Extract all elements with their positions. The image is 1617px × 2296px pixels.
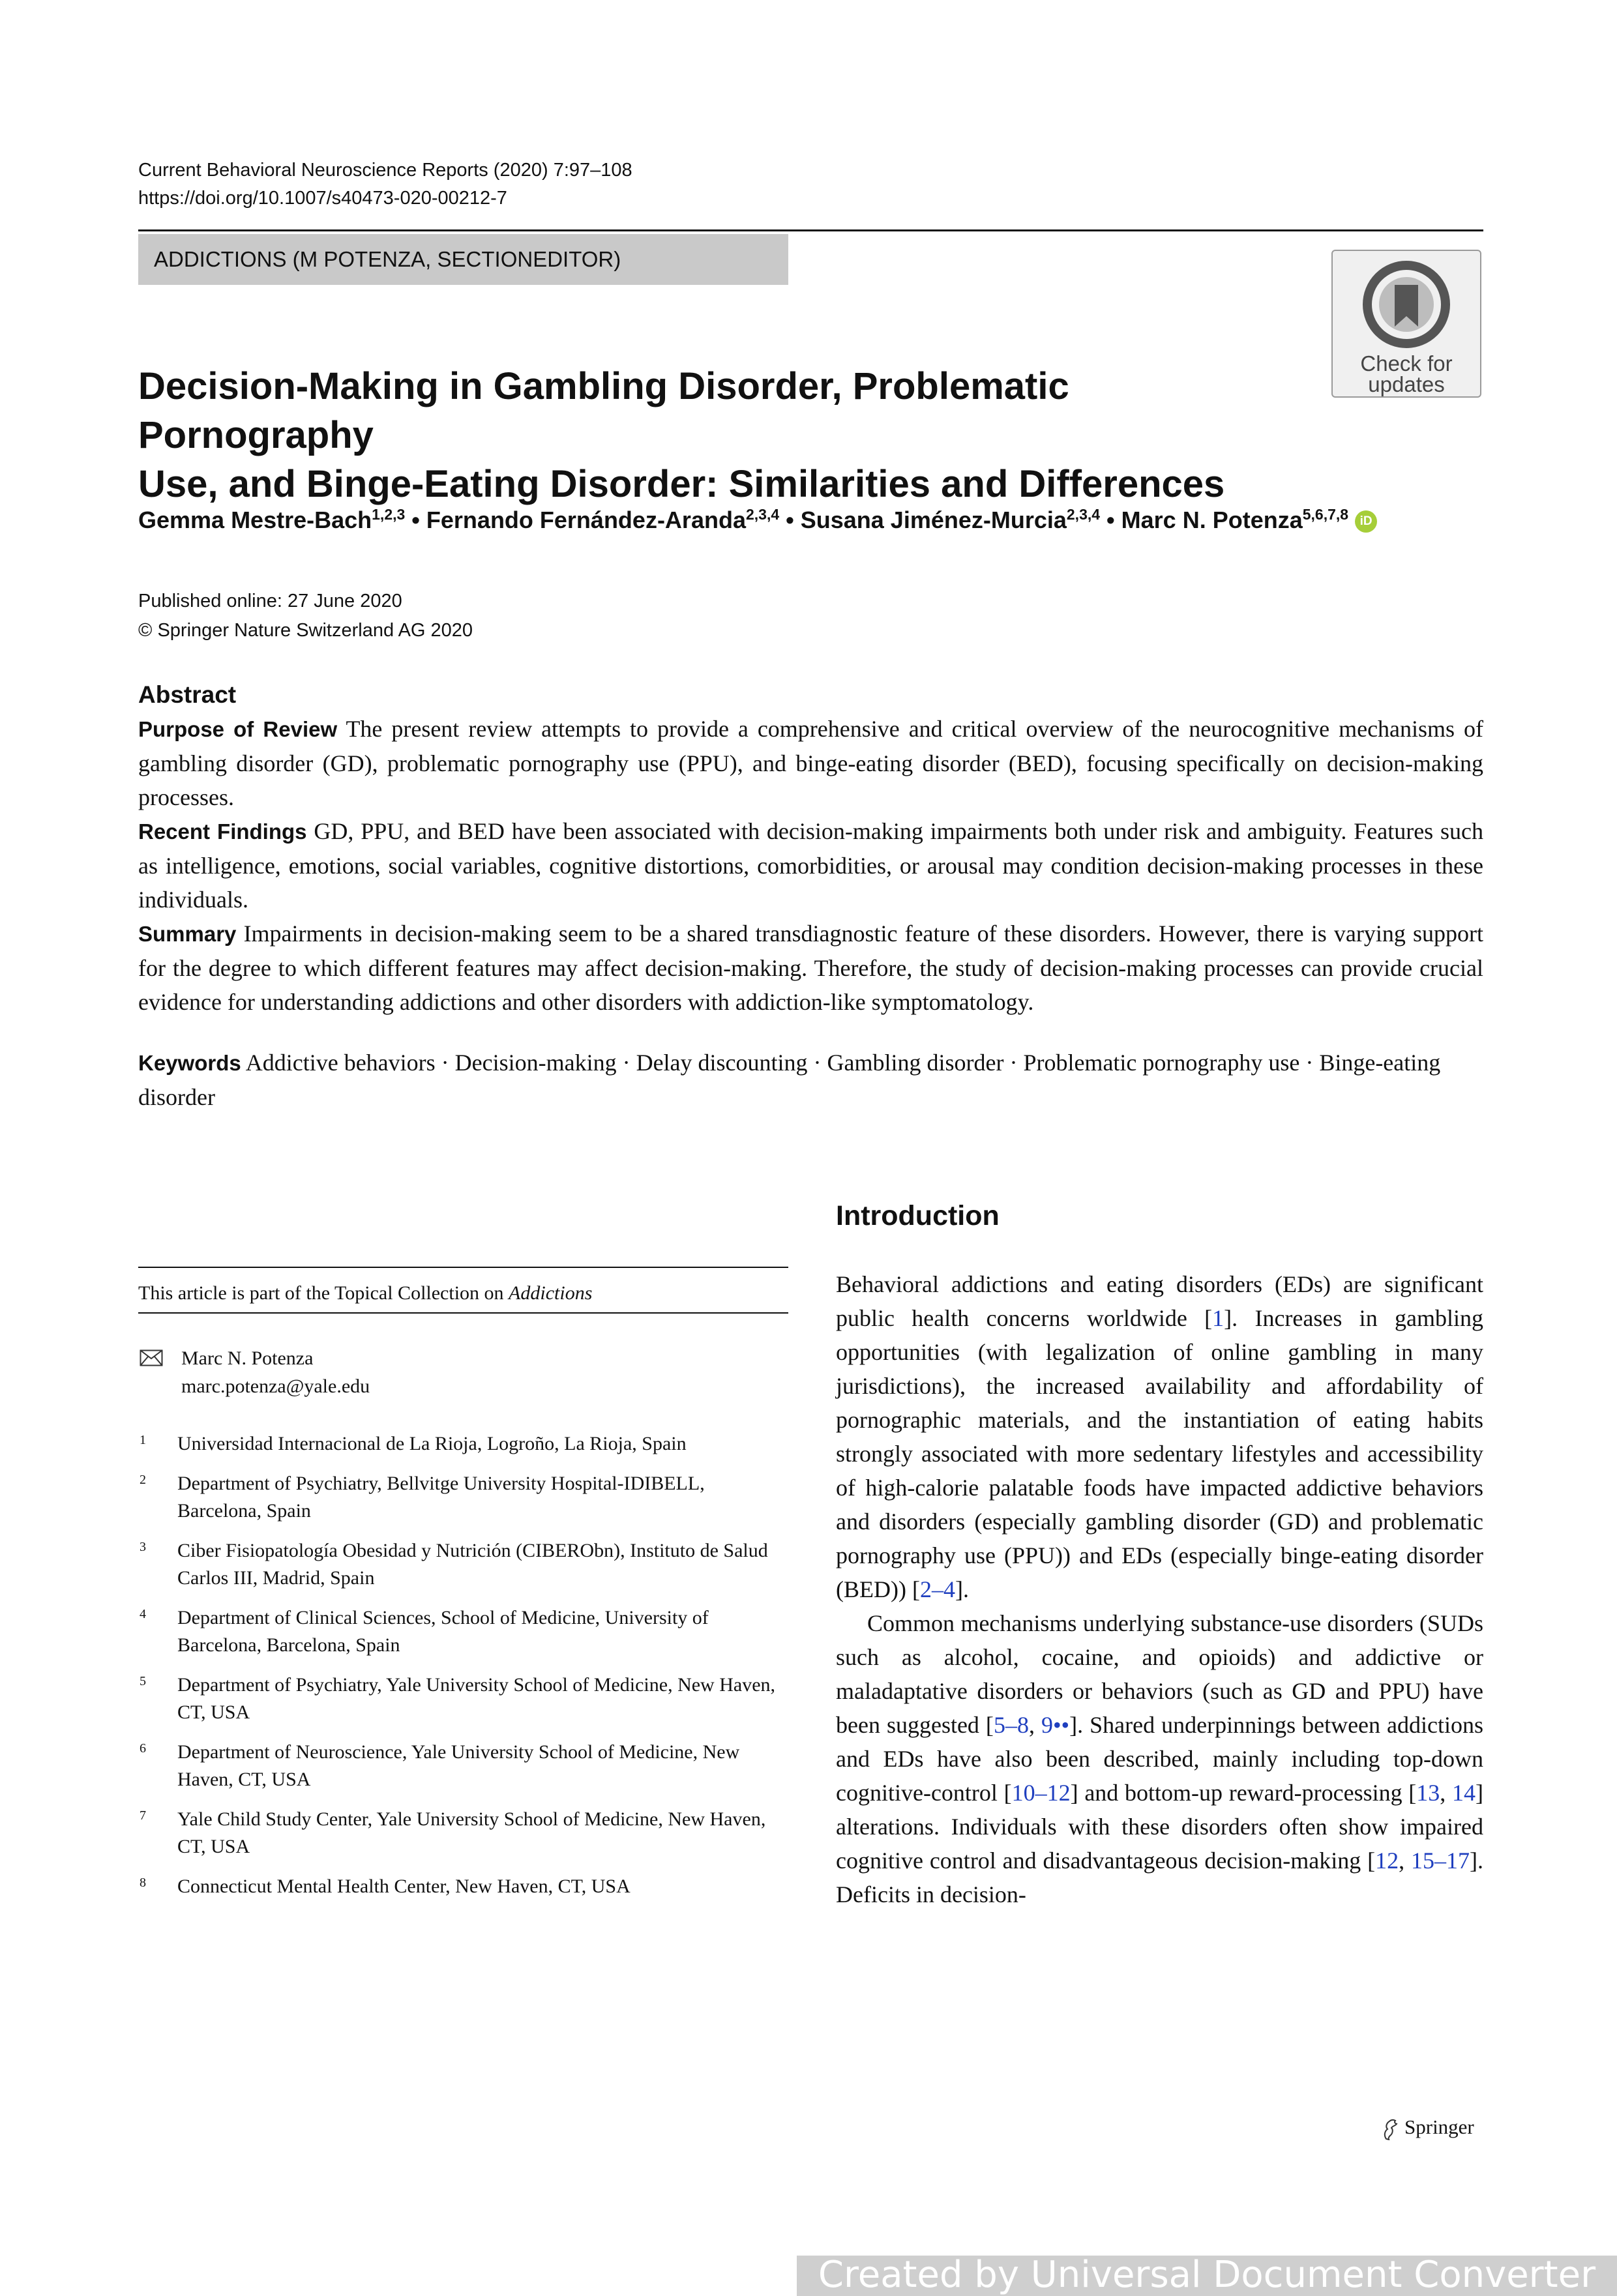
affiliation-number: 8 xyxy=(140,1876,146,1890)
author-affil-sup: 2,3,4 xyxy=(1066,506,1101,523)
author-name[interactable]: Fernando Fernández-Aranda xyxy=(426,507,746,533)
author-list: Gemma Mestre-Bach$^{1,2,3}$ • Fernando Fernández-Aranda$^{2,3,4}$ • Susana Jiménez-Murcia$^{2,3,4}$ • Marc N. Potenza$^{5,6,7,8}$ iD xyxy=(138,505,1377,535)
abstract-findings xyxy=(138,814,1483,917)
purpose-label: Purpose of Review xyxy=(138,717,338,741)
intro-text: ] and bottom-up reward-processing [ xyxy=(1070,1780,1417,1806)
published-date: Published online: 27 June 2020 xyxy=(138,591,402,611)
footnote-rule-bottom xyxy=(138,1312,788,1314)
intro-paragraph-2 xyxy=(836,1606,1483,1911)
citation-link[interactable]: 14 xyxy=(1452,1780,1476,1806)
check-for-updates-badge[interactable] xyxy=(1331,250,1481,398)
abstract xyxy=(138,678,1483,1019)
affiliation-number: 1 xyxy=(140,1433,146,1447)
affiliation-text: Connecticut Mental Health Center, New Haven, CT, USA xyxy=(177,1876,630,1897)
topical-collection-note xyxy=(138,1279,592,1308)
author-name[interactable]: Marc N. Potenza xyxy=(1121,507,1303,533)
publisher-name: Springer xyxy=(1404,2115,1474,2138)
findings-text: GD, PPU, and BED have been associated with decision-making impairments both under risk and ambiguity. Features such as intelligence, emotions, social variables, cognitive distortions, comorbidities, or arousal may condition decision-making processes in these individuals. xyxy=(138,818,1484,913)
collection-topic[interactable]: Addictions xyxy=(509,1282,593,1304)
citation-link[interactable]: 5–8 xyxy=(993,1712,1029,1738)
copyright-icon: © xyxy=(138,620,158,641)
intro-text: , xyxy=(1399,1847,1412,1874)
affiliation-number: 5 xyxy=(140,1674,146,1688)
affiliation-text: Ciber Fisiopatología Obesidad y Nutrición (CIBERObn), Instituto de Salud Carlos III, Madrid, Spain xyxy=(177,1540,768,1589)
author-affil-sup: 1,2,3 xyxy=(372,506,406,523)
purpose-text: The present review attempts to provide a comprehensive and critical overview of the neurocognitive mechanisms of gambling disorder (GD), problematic pornography use (PPU), and binge-eating disorder (BED), focusing specifically on decision-making processes. xyxy=(138,716,1483,810)
citation-link[interactable]: 2–4 xyxy=(919,1576,955,1602)
intro-text: ] alterations. Individuals with these disorders often show impaired cognitive control and disadvantageous decision-making [ xyxy=(836,1780,1484,1874)
springer-horse-icon xyxy=(1381,2118,1401,2140)
intro-text: ]. Increases in gambling opportunities (with legalization of online gambling in many jurisdictions), the increased availability and affordability of pornographic materials, and the instantiation of eating habits strongly associated with more sedentary lifestyles and accessibility of high-calorie palatable foods have impacted addictive behaviors and disorders (especially gambling disorder (GD) and problematic pornography use (PPU)) and EDs (especially binge-eating disorder (BED)) [ xyxy=(836,1305,1483,1602)
envelope-icon xyxy=(140,1349,163,1366)
summary-label: Summary xyxy=(138,922,237,946)
section-band: ADDICTIONS (M POTENZA, SECTIONEDITOR) xyxy=(138,234,788,285)
introduction-body xyxy=(836,1267,1483,1911)
intro-text: Behavioral addictions and eating disorders (EDs) are significant public health concerns worldwide [ xyxy=(836,1271,1483,1331)
affiliation-number: 7 xyxy=(140,1808,146,1823)
article-title xyxy=(138,362,1312,508)
author-name[interactable]: Gemma Mestre-Bach xyxy=(138,507,372,533)
abstract-purpose xyxy=(138,712,1483,814)
affiliation-text: Department of Psychiatry, Bellvitge University Hospital-IDIBELL, Barcelona, Spain xyxy=(177,1473,705,1522)
intro-text: ]. Shared underpinnings between addictions and EDs have also been described, mainly including top-down cognitive-control [ xyxy=(836,1712,1483,1806)
publisher-logo xyxy=(1381,2114,1474,2140)
doi-link[interactable]: https://doi.org/10.1007/s40473-020-00212-7 xyxy=(138,188,507,209)
citation-link[interactable]: 15–17 xyxy=(1411,1847,1470,1874)
affiliation-list xyxy=(138,1430,790,1913)
check-for-updates-line1: Check for xyxy=(1360,351,1453,375)
journal-header xyxy=(138,156,632,213)
affiliation-text: Yale Child Study Center, Yale University School of Medicine, New Haven, CT, USA xyxy=(177,1808,766,1857)
affiliation-item xyxy=(138,1739,790,1793)
orcid-icon[interactable]: iD xyxy=(1355,510,1377,533)
citation-link[interactable]: 13 xyxy=(1416,1780,1440,1806)
affiliation-number: 4 xyxy=(140,1607,146,1621)
affiliation-item xyxy=(138,1604,790,1659)
publication-info xyxy=(138,587,473,645)
intro-text: , xyxy=(1440,1780,1453,1806)
affiliation-item xyxy=(138,1430,790,1458)
keywords xyxy=(138,1046,1483,1114)
copyright-line xyxy=(138,616,473,645)
intro-text: ]. Deficits in decision- xyxy=(836,1847,1484,1907)
converter-watermark: Created by Universal Document Converter xyxy=(797,2256,1617,2296)
affiliation-text: Department of Neuroscience, Yale University School of Medicine, New Haven, CT, USA xyxy=(177,1741,740,1790)
affiliation-text: Department of Psychiatry, Yale University School of Medicine, New Haven, CT, USA xyxy=(177,1674,776,1723)
affiliation-item xyxy=(138,1806,790,1861)
intro-paragraph-1 xyxy=(836,1267,1483,1606)
affiliation-number: 3 xyxy=(140,1540,146,1554)
affiliation-item xyxy=(138,1671,790,1726)
affiliation-item xyxy=(138,1470,790,1525)
citation-link[interactable]: 9•• xyxy=(1041,1712,1070,1738)
collection-prefix: This article is part of the Topical Collection on xyxy=(138,1282,509,1304)
summary-text: Impairments in decision-making seem to be a shared transdiagnostic feature of these disorders. However, there is varying support for the degree to which different features may affect decision-making. Therefore, the study of decision-making processes can provide crucial evidence for understanding addictions and other disorders with addiction-like symptomatology. xyxy=(138,920,1484,1015)
keywords-text: Addictive behaviors · Decision-making · Delay discounting · Gambling disorder · Problematic pornography use · Binge-eating disorder xyxy=(138,1050,1441,1110)
affiliation-text: Department of Clinical Sciences, School of Medicine, University of Barcelona, Barcelona, Spain xyxy=(177,1607,709,1656)
intro-text: Common mechanisms underlying substance-use disorders (SUDs such as alcohol, cocaine, and opioids) and addictive or maladaptative disorders or behaviors (such as GD and PPU) have been suggested [ xyxy=(836,1610,1483,1738)
corresponding-name: Marc N. Potenza xyxy=(181,1347,314,1369)
author-affil-sup: 2,3,4 xyxy=(745,506,780,523)
journal-citation: Current Behavioral Neuroscience Reports (2020) 7:97–108 xyxy=(138,160,632,181)
author-name[interactable]: Susana Jiménez-Murcia xyxy=(800,507,1067,533)
intro-text: , xyxy=(1028,1712,1041,1738)
abstract-summary xyxy=(138,917,1483,1019)
corresponding-author xyxy=(138,1344,370,1400)
affiliation-item xyxy=(138,1873,790,1900)
intro-text: ]. xyxy=(955,1576,969,1602)
corresponding-email[interactable]: marc.potenza@yale.edu xyxy=(181,1376,370,1397)
author-affil-sup: 5,6,7,8 xyxy=(1302,506,1349,523)
findings-label: Recent Findings xyxy=(138,819,307,844)
affiliation-number: 6 xyxy=(140,1741,146,1756)
citation-link[interactable]: 10–12 xyxy=(1011,1780,1071,1806)
affiliation-text: Universidad Internacional de La Rioja, Logroño, La Rioja, Spain xyxy=(177,1433,687,1454)
citation-link[interactable]: 1 xyxy=(1212,1305,1224,1331)
affiliation-item xyxy=(138,1537,790,1592)
crossmark-icon xyxy=(1361,259,1452,350)
copyright-text: Springer Nature Switzerland AG 2020 xyxy=(157,620,473,641)
footnote-rule-top xyxy=(138,1267,788,1268)
affiliation-number: 2 xyxy=(140,1473,146,1487)
check-for-updates-line2: updates xyxy=(1368,372,1445,396)
citation-link[interactable]: 12 xyxy=(1375,1847,1399,1874)
title-line-2: Use, and Binge-Eating Disorder: Similarities and Differences xyxy=(138,463,1225,505)
title-line-1: Decision-Making in Gambling Disorder, Problematic Pornography xyxy=(138,365,1069,456)
keywords-label: Keywords xyxy=(138,1051,241,1075)
introduction-heading: Introduction xyxy=(836,1200,1000,1231)
header-rule xyxy=(138,229,1483,231)
abstract-heading: Abstract xyxy=(138,681,237,708)
